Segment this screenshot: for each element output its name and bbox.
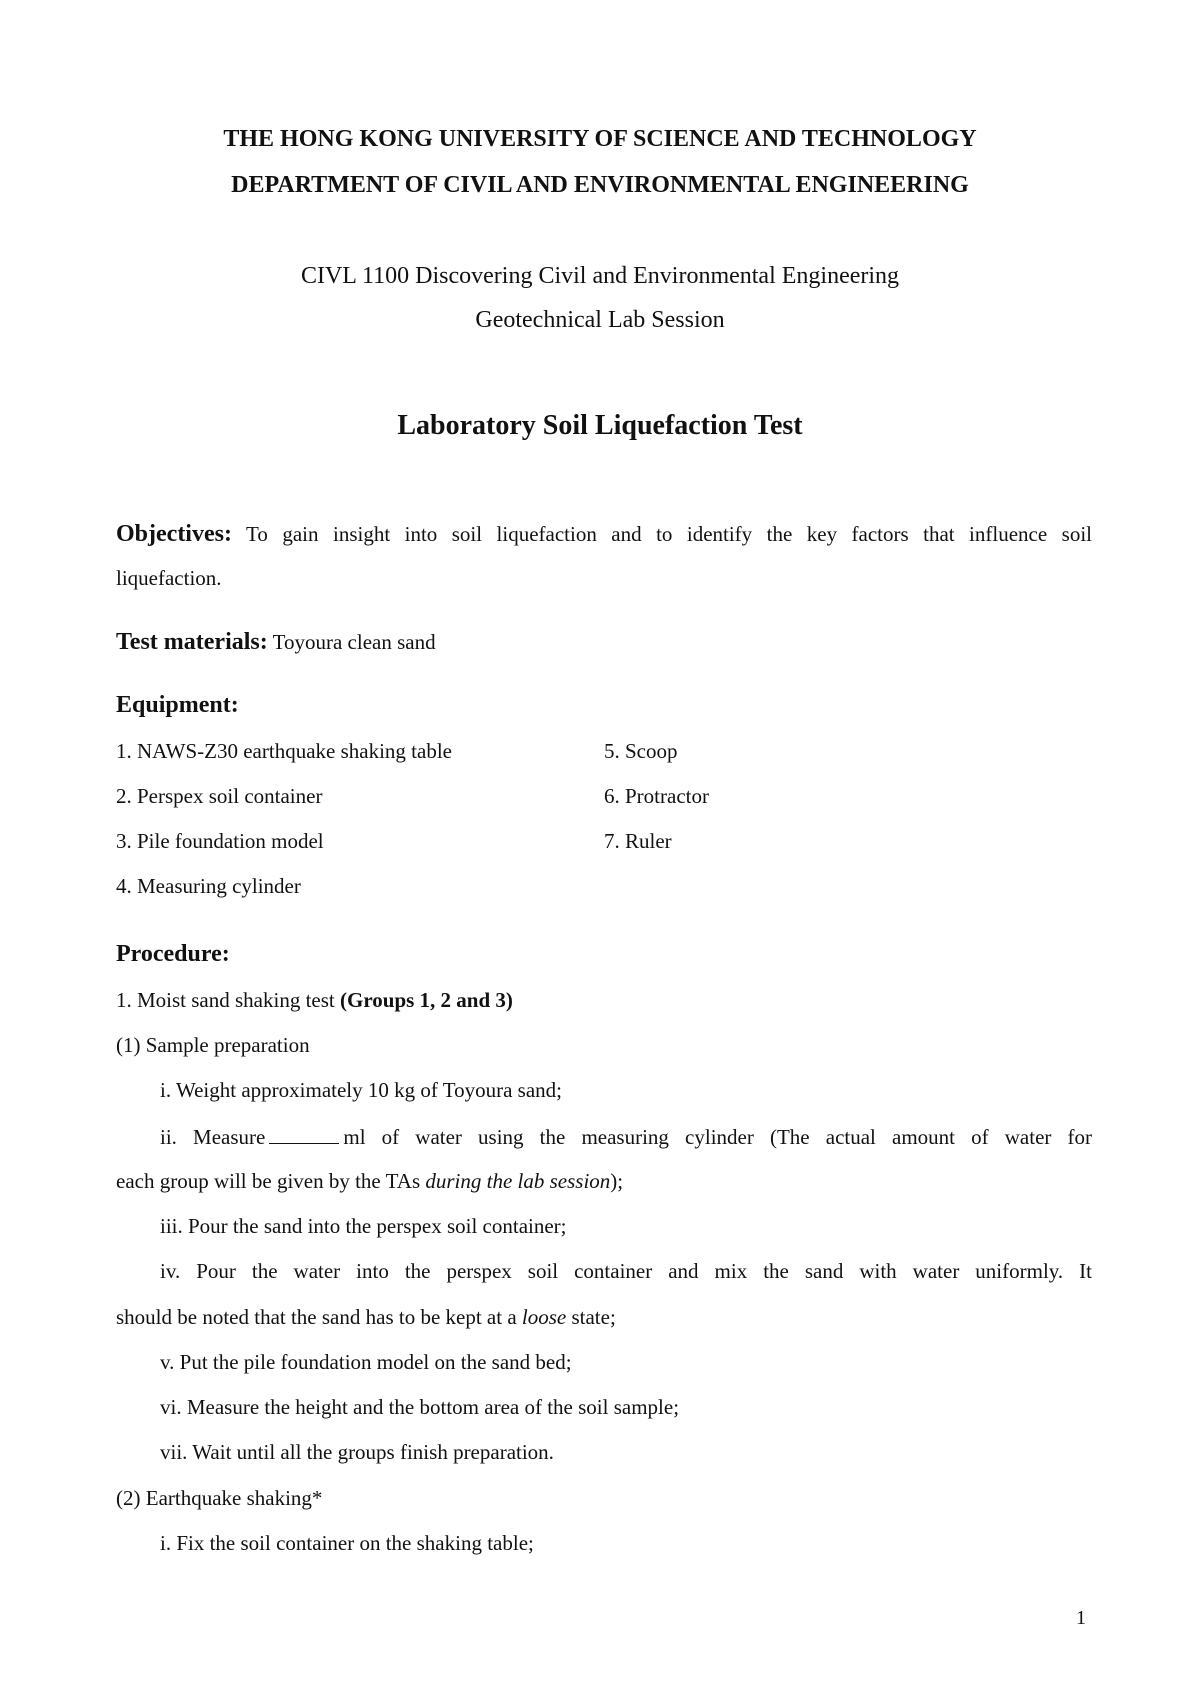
test-1-heading <box>116 990 513 1011</box>
equipment-label: Equipment: <box>116 692 239 718</box>
equipment-item-7: 7. Ruler <box>604 829 672 853</box>
prep-step-vii: vii. Wait until all the groups finish preparation. <box>160 1440 554 1464</box>
earthquake-shaking-label: (2) Earthquake shaking* <box>116 1486 323 1510</box>
course-title: CIVL 1100 Discovering Civil and Environmental Engineering <box>300 263 900 289</box>
session-title: Geotechnical Lab Session <box>475 307 725 333</box>
prep-step-iv-b: should be noted that the sand has to be kept at a <box>116 1305 517 1329</box>
prep-step-iv-line-2 <box>116 1307 616 1328</box>
equipment-item-3: 3. Pile foundation model <box>116 829 324 853</box>
equipment-item-5: 5. Scoop <box>604 739 678 763</box>
materials-label: Test materials: <box>116 629 268 655</box>
department-name: DEPARTMENT OF CIVIL AND ENVIRONMENTAL ENGINEERING <box>231 172 969 198</box>
water-amount-blank <box>269 1125 339 1144</box>
equipment-item-6: 6. Protractor <box>604 784 709 808</box>
shaking-step-i: i. Fix the soil container on the shaking table; <box>160 1531 534 1555</box>
objectives-line-1 <box>116 522 1092 546</box>
prep-step-v: v. Put the pile foundation model on the sand bed; <box>160 1350 572 1374</box>
sample-prep-label: (1) Sample preparation <box>116 1033 310 1057</box>
materials-line <box>116 630 436 654</box>
document-title: Laboratory Soil Liquefaction Test <box>397 410 803 441</box>
objectives-text-1: To gain insight into soil liquefaction and to identify the key factors that influence soil <box>246 522 1092 546</box>
prep-step-ii-line-1 <box>160 1125 1092 1148</box>
prep-step-ii-line-2 <box>116 1171 623 1192</box>
prep-step-i: i. Weight approximately 10 kg of Toyoura sand; <box>160 1078 562 1102</box>
procedure-label: Procedure: <box>116 941 230 967</box>
prep-step-ii-a: ii. Measure <box>160 1125 266 1149</box>
page-number: 1 <box>1076 1607 1086 1629</box>
equipment-item-1: 1. NAWS-Z30 earthquake shaking table <box>116 739 452 763</box>
prep-step-iv-line-1: iv. Pour the water into the perspex soil container and mix the sand with water uniformly. It <box>160 1259 1092 1283</box>
objectives-text-2: liquefaction. <box>116 566 222 590</box>
prep-step-vi: vi. Measure the height and the bottom area of the soil sample; <box>160 1395 680 1419</box>
equipment-item-2: 2. Perspex soil container <box>116 784 323 808</box>
prep-step-iv-c: loose <box>521 1305 567 1329</box>
test-1-groups: (Groups 1, 2 and 3) <box>340 988 513 1012</box>
university-name: THE HONG KONG UNIVERSITY OF SCIENCE AND TECHNOLOGY <box>223 126 977 152</box>
objectives-label: Objectives: <box>116 521 232 547</box>
equipment-item-4: 4. Measuring cylinder <box>116 874 301 898</box>
prep-step-iii: iii. Pour the sand into the perspex soil container; <box>160 1214 567 1238</box>
prep-step-ii-b: ml of water using the measuring cylinder (The actual amount of water for <box>343 1125 1092 1149</box>
prep-step-ii-d: during the lab session <box>425 1169 611 1193</box>
prep-step-ii-c: each group will be given by the TAs <box>116 1169 421 1193</box>
prep-step-ii-e: ); <box>610 1169 624 1193</box>
prep-step-iv-d: state; <box>571 1305 616 1329</box>
materials-text: Toyoura clean sand <box>272 630 436 654</box>
test-1-prefix: 1. Moist sand shaking test <box>116 988 340 1012</box>
